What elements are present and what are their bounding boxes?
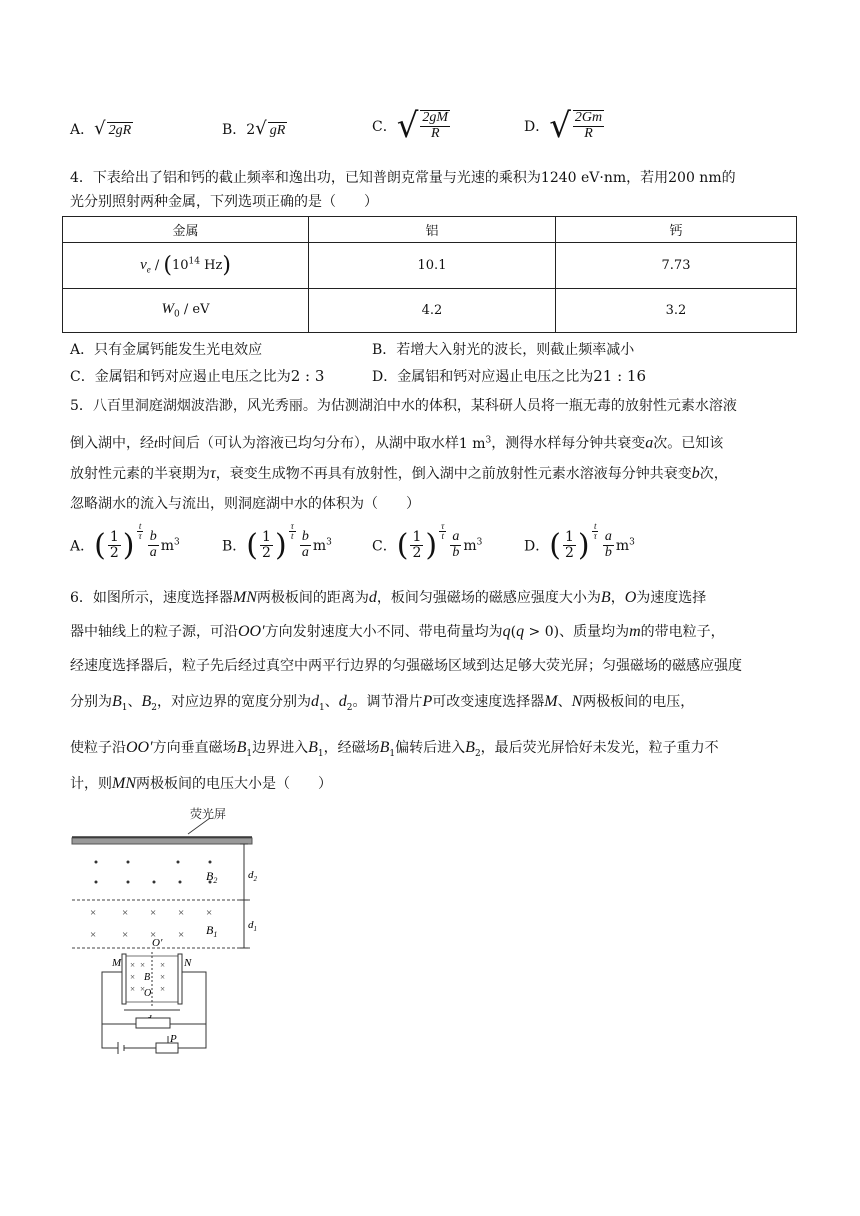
svg-text:×: × bbox=[90, 929, 97, 941]
q4-option-b: B．若增大入射光的波长，则截止频率减小 bbox=[372, 342, 635, 358]
svg-text:×: × bbox=[140, 960, 146, 970]
resistor bbox=[136, 1018, 170, 1028]
label-o: O bbox=[144, 988, 152, 999]
svg-text:×: × bbox=[160, 972, 166, 982]
plate-m bbox=[122, 954, 126, 1004]
label-d2: $d_2$ bbox=[248, 869, 257, 883]
svg-text:×: × bbox=[150, 929, 157, 941]
q5-option-a: A．( $\frac{1}{2}$ ) $\frac{t}{\tau}$ $\frac{b}{a}$ $m^3$ bbox=[70, 521, 180, 563]
q5-option-b: B．( $\frac{1}{2}$ ) $\frac{\tau}{t}$ $\frac{b}{a}$ $m^3$ bbox=[222, 521, 332, 563]
label-b2: $B_2$ bbox=[206, 869, 218, 885]
table-header-al: 铝 bbox=[309, 217, 556, 243]
label-p: P bbox=[170, 1033, 177, 1045]
label-d1: $d_1$ bbox=[248, 919, 257, 933]
q6-line-4: 分别为$B_1$、$B_2$，对应边界的宽度分别为$d_1$、$d_2$。调节滑片P可改变速度选择器M、N两极板间的电压， bbox=[70, 693, 695, 713]
svg-text:×: × bbox=[122, 907, 129, 919]
q6-figure bbox=[60, 796, 320, 1056]
q5-option-c: C．( $\frac{1}{2}$ ) $\frac{\tau}{t}$ $\frac{a}{b}$ $m^3$ bbox=[372, 521, 483, 563]
q4-table bbox=[62, 216, 797, 333]
q5-option-d: D．( $\frac{1}{2}$ ) $\frac{t}{\tau}$ $\frac{a}{b}$ $m^3$ bbox=[524, 521, 635, 563]
svg-text:×: × bbox=[160, 960, 166, 970]
svg-text:×: × bbox=[178, 907, 185, 919]
table-header-metal: 金属 bbox=[63, 217, 309, 243]
label-m: M bbox=[112, 957, 122, 969]
svg-text:×: × bbox=[178, 929, 185, 941]
q4-option-d: D．金属铝和钙对应遏止电压之比为21 : 16 bbox=[372, 367, 646, 385]
q4-option-a: A．只有金属钙能发生光电效应 bbox=[70, 342, 263, 358]
table-row2-ca: 3.2 bbox=[556, 289, 797, 333]
q6-line-1: 6．如图所示，速度选择器MN两极板间的距离为d，板间匀强磁场的磁感应强度大小为B，O为速度选择 bbox=[70, 589, 707, 606]
q3-option-b: B．2√ gR bbox=[222, 118, 286, 139]
svg-text:×: × bbox=[150, 907, 157, 919]
table-row1-al: 10.1 bbox=[309, 243, 556, 289]
b2-field-dots bbox=[95, 861, 212, 884]
table-header-ca: 钙 bbox=[556, 217, 797, 243]
q4-option-c: C．金属铝和钙对应遏止电压之比为2 : 3 bbox=[70, 367, 325, 385]
q5-line-1: 5．八百里洞庭湖烟波浩渺，风光秀丽。为估测湖泊中水的体积，某科研人员将一瓶无毒的放射性元素水溶液 bbox=[70, 398, 737, 414]
label-b: B bbox=[144, 972, 151, 983]
svg-text:×: × bbox=[160, 984, 166, 994]
q3-option-a: A．√ 2gR bbox=[70, 118, 132, 139]
fluorescent-screen bbox=[72, 838, 252, 844]
b1-field-crosses bbox=[90, 907, 212, 941]
svg-text:×: × bbox=[130, 960, 136, 970]
q4-line-1: 4．下表给出了铝和钙的截止频率和逸出功，已知普朗克常量与光速的乘积为1240 eV·nm，若用200 nm的 bbox=[70, 170, 736, 186]
q6-line-2: 器中轴线上的粒子源，可沿OO′方向发射速度大小不同、带电荷量均为q(q > 0)、质量均为m的带电粒子， bbox=[70, 623, 725, 640]
table-row2-label: $W_0$ / eV bbox=[63, 289, 309, 333]
svg-text:×: × bbox=[130, 984, 136, 994]
table-row1-ca: 7.73 bbox=[556, 243, 797, 289]
table-row1-label: $\nu_e / (10^{14}$ Hz) bbox=[63, 243, 309, 289]
screen-label: 荧光屏 bbox=[190, 807, 227, 821]
svg-text:×: × bbox=[90, 907, 97, 919]
q6-line-6: 计，则MN两极板间的电压大小是（ ） bbox=[70, 775, 332, 792]
label-o-prime: O′ bbox=[152, 937, 163, 949]
q4-line-2: 光分别照射两种金属，下列选项正确的是（ ） bbox=[70, 194, 378, 210]
q3-option-c: C．√ $\frac{2gM}{R}$ bbox=[372, 106, 449, 146]
q6-line-3: 经速度选择器后，粒子先后经过真空中两平行边界的匀强磁场区域到达足够大荧光屏；匀强磁场的磁感应强度 bbox=[70, 658, 742, 674]
label-b1: $B_1$ bbox=[206, 923, 218, 939]
q5-line-3: 放射性元素的半衰期为τ，衰变生成物不再具有放射性，倒入湖中之前放射性元素水溶液每分钟共衰变b次， bbox=[70, 465, 728, 482]
svg-text:×: × bbox=[140, 984, 146, 994]
q3-option-d: D．√ $\frac{2Gm}{R}$ bbox=[524, 106, 603, 146]
svg-text:×: × bbox=[130, 972, 136, 982]
svg-text:×: × bbox=[122, 929, 129, 941]
q6-line-5: 使粒子沿OO′方向垂直磁场$B_1$边界进入$B_1$，经磁场$B_1$偏转后进入$B_2$，最后荧光屏恰好未发光，粒子重力不 bbox=[70, 739, 719, 759]
svg-text:×: × bbox=[206, 907, 213, 919]
table-row2-al: 4.2 bbox=[309, 289, 556, 333]
q5-line-2: 倒入湖中，经t时间后（可认为溶液已均匀分布），从湖中取水样1 $m^3$，测得水样每分钟共衰变a次。已知该 bbox=[70, 434, 724, 452]
q5-line-4: 忽略湖水的流入与流出，则洞庭湖中水的体积为（ ） bbox=[70, 496, 420, 512]
plate-n bbox=[178, 954, 182, 1004]
label-n: N bbox=[184, 957, 192, 969]
